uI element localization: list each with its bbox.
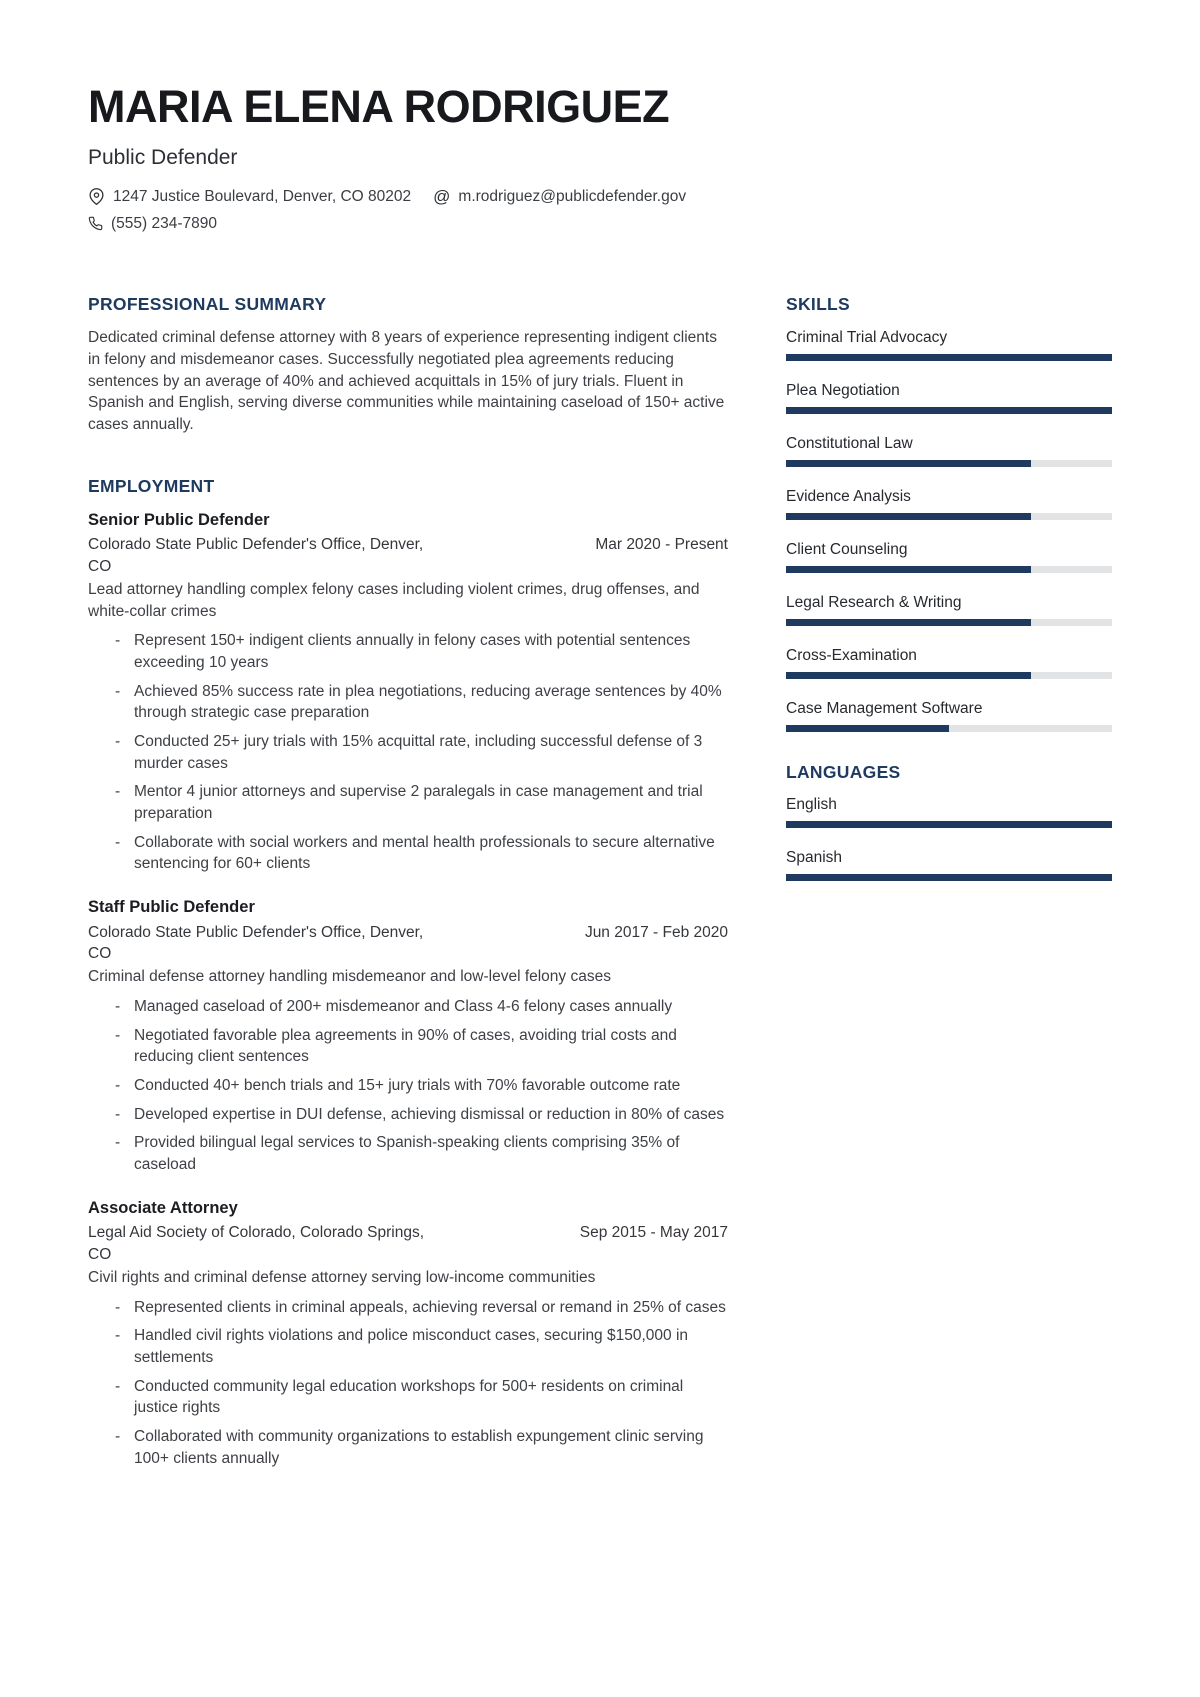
languages-section [786, 762, 1112, 881]
dash-marker [115, 1426, 134, 1469]
skill-item [786, 487, 1112, 520]
job-company: Legal Aid Society of Colorado, Colorado Springs, CO [88, 1224, 425, 1263]
bullet-text: Collaborate with social workers and mental health professionals to secure alternative sentencing for 60+ clients [134, 833, 715, 873]
bullet-text: Provided bilingual legal services to Spanish-speaking clients comprising 35% of caseload [134, 1134, 680, 1174]
skill-label: Client Counseling [786, 541, 908, 559]
bullet-text: Handled civil rights violations and police misconduct cases, securing $150,000 in settlements [134, 1327, 689, 1367]
two-column-layout [88, 294, 1112, 1477]
skill-bar-fill [786, 460, 1031, 467]
job-entry [88, 1198, 728, 1470]
skill-item [786, 646, 1112, 679]
job-bullet-list [88, 630, 728, 875]
languages-heading: LANGUAGES [786, 762, 901, 783]
skill-bar-fill [786, 407, 1112, 414]
list-item [88, 681, 728, 724]
job-description: Criminal defense attorney handling misdemeanor and low-level felony cases [88, 968, 611, 986]
summary-heading: PROFESSIONAL SUMMARY [88, 294, 327, 314]
bullet-text: Managed caseload of 200+ misdemeanor and Class 4-6 felony cases annually [134, 998, 673, 1015]
bullet-text: Represented clients in criminal appeals, achieving reversal or remand in 25% of cases [134, 1298, 726, 1316]
contact-row-1 [88, 183, 1112, 210]
contact-phone [88, 210, 217, 237]
skill-bar-fill [786, 672, 1031, 679]
contact-email-text: m.rodriguez@publicdefender.gov [458, 188, 687, 205]
dash-marker [115, 1132, 134, 1175]
dash-marker [115, 681, 134, 724]
list-item [88, 1325, 728, 1368]
language-item [786, 848, 1112, 881]
contact-info [88, 183, 1112, 237]
list-item [88, 1025, 728, 1068]
list-item [88, 731, 728, 774]
job-bullet-list [88, 996, 728, 1176]
professional-summary-section [88, 294, 728, 436]
skill-label: Case Management Software [786, 700, 983, 718]
skill-item [786, 328, 1112, 361]
list-item [88, 1104, 728, 1126]
dash-marker [115, 630, 134, 673]
list-item [88, 1297, 728, 1319]
contact-phone-text: (555) 234-7890 [111, 215, 217, 232]
language-label: Spanish [786, 849, 843, 867]
skill-bar-track [786, 513, 1112, 520]
language-bar-fill [786, 821, 1112, 828]
skill-item [786, 540, 1112, 573]
dash-marker [115, 1325, 134, 1368]
summary-text: Dedicated criminal defense attorney with 8 years of experience representing indigent clients in felony and misdemeanor cases. Successfully negotiated plea agreements reducing sentences by an average of 40% and achieved acquittals in 15% of jury trials. Fluent in Spanish and English, serving diverse communities while maintaining caseload of 150+ active cases annually. [88, 329, 725, 433]
job-company: Colorado State Public Defender's Office, Denver, CO [88, 536, 424, 575]
skill-bar-track [786, 407, 1112, 414]
dash-marker [115, 832, 134, 875]
resume-header [88, 81, 1112, 237]
list-item [88, 1426, 728, 1469]
list-item [88, 1075, 728, 1097]
skill-bar-track [786, 460, 1112, 467]
location-icon [88, 188, 105, 205]
dash-marker [115, 996, 134, 1018]
skill-bar-track [786, 619, 1112, 626]
skill-item [786, 699, 1112, 732]
contact-row-2 [88, 210, 1112, 237]
job-meta [88, 534, 728, 577]
list-item [88, 1376, 728, 1419]
job-title: Senior Public Defender [88, 510, 270, 529]
job-title: Staff Public Defender [88, 898, 255, 917]
dash-marker [115, 1104, 134, 1126]
skill-item [786, 434, 1112, 467]
person-job-title: Public Defender [88, 146, 238, 169]
language-bar-fill [786, 874, 1112, 881]
job-bullet-list [88, 1297, 728, 1470]
job-description: Civil rights and criminal defense attorney serving low-income communities [88, 1269, 596, 1286]
skill-bar-track [786, 672, 1112, 679]
job-entry [88, 897, 728, 1176]
dash-marker [115, 1025, 134, 1068]
bullet-text: Mentor 4 junior attorneys and supervise 2 paralegals in case management and trial preparation [134, 783, 703, 823]
list-item [88, 996, 728, 1018]
dash-marker [115, 1297, 134, 1319]
skill-label: Cross-Examination [786, 647, 917, 665]
bullet-text: Conducted community legal education workshops for 500+ residents on criminal justice rights [134, 1377, 684, 1417]
employment-heading: EMPLOYMENT [88, 475, 215, 496]
skill-item [786, 381, 1112, 414]
dash-marker [115, 731, 134, 774]
job-title: Associate Attorney [88, 1198, 238, 1217]
skills-section [786, 294, 1112, 732]
bullet-text: Conducted 40+ bench trials and 15+ jury trials with 70% favorable outcome rate [134, 1077, 681, 1095]
bullet-text: Developed expertise in DUI defense, achieving dismissal or reduction in 80% of cases [134, 1105, 725, 1123]
phone-icon [88, 216, 103, 231]
skills-heading: SKILLS [786, 294, 851, 314]
skill-bar-track [786, 354, 1112, 361]
list-item [88, 1132, 728, 1175]
dash-marker [115, 1075, 134, 1097]
skill-label: Plea Negotiation [786, 382, 900, 400]
job-entry [88, 510, 728, 875]
bullet-text: Achieved 85% success rate in plea negotiations, reducing average sentences by 40% through strategic case preparation [134, 682, 722, 722]
skill-label: Legal Research & Writing [786, 594, 962, 612]
job-dates: Sep 2015 - May 2017 [579, 1224, 728, 1242]
dash-marker [115, 1376, 134, 1419]
skill-bar-fill [786, 619, 1031, 626]
skill-label: Constitutional Law [786, 435, 913, 453]
skill-bar-fill [786, 354, 1112, 361]
skill-bar-track [786, 725, 1112, 732]
job-dates: Jun 2017 - Feb 2020 [584, 923, 728, 941]
right-column [786, 294, 1112, 1477]
left-column [88, 294, 728, 1477]
list-item [88, 630, 728, 673]
dash-marker [115, 781, 134, 824]
list-item [88, 781, 728, 824]
at-sign-icon: @ [433, 187, 451, 206]
contact-address-text: 1247 Justice Boulevard, Denver, CO 80202 [113, 188, 412, 205]
person-name: MARIA ELENA RODRIGUEZ [88, 81, 670, 132]
language-bar-track [786, 821, 1112, 828]
skill-bar-fill [786, 513, 1031, 520]
job-description: Lead attorney handling complex felony cases including violent crimes, drug offenses, and white-collar crimes [88, 580, 700, 620]
job-meta [88, 1222, 728, 1265]
job-meta [88, 922, 728, 965]
language-item [786, 795, 1112, 828]
skill-label: Criminal Trial Advocacy [786, 329, 948, 347]
bullet-text: Negotiated favorable plea agreements in 90% of cases, avoiding trial costs and reducing client sentences [134, 1026, 677, 1066]
bullet-text: Represent 150+ indigent clients annually in felony cases with potential sentences exceeding 10 years [134, 632, 691, 671]
list-item [88, 832, 728, 875]
skill-label: Evidence Analysis [786, 488, 911, 506]
job-company: Colorado State Public Defender's Office, Denver, CO [88, 923, 424, 962]
language-bar-track [786, 874, 1112, 881]
skill-bar-fill [786, 566, 1031, 573]
language-label: English [786, 796, 837, 814]
skill-bar-fill [786, 725, 949, 732]
job-dates: Mar 2020 - Present [595, 536, 728, 554]
skill-item [786, 593, 1112, 626]
bullet-text: Collaborated with community organizations to establish expungement clinic serving 100+ clients annually [134, 1428, 704, 1467]
bullet-text: Conducted 25+ jury trials with 15% acquittal rate, including successful defense of 3 murder cases [134, 733, 703, 772]
employment-section [88, 476, 728, 1470]
contact-address [88, 183, 411, 210]
skill-bar-track [786, 566, 1112, 573]
contact-email [433, 183, 686, 210]
